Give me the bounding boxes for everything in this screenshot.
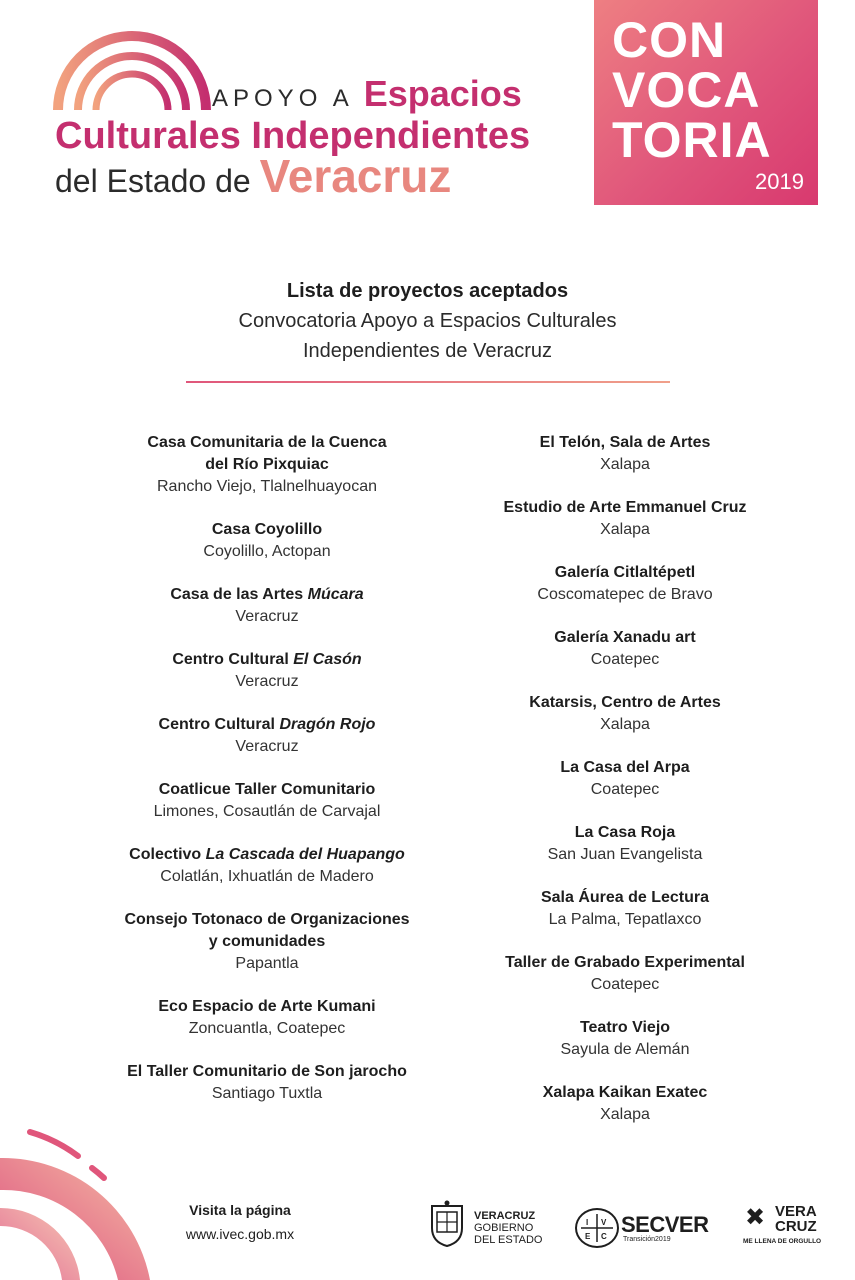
project-place: Santiago Tuxtla — [211, 1085, 323, 1102]
secver-logo — [575, 1208, 715, 1248]
list-item — [92, 584, 442, 628]
project-name-italic: Dragón Rojo — [279, 716, 376, 733]
list-item — [468, 822, 782, 866]
list-item — [468, 497, 782, 541]
project-name: Teatro Viejo — [579, 1019, 671, 1036]
project-name: Galería Xanadu art — [554, 629, 696, 646]
project-name — [92, 584, 442, 606]
project-place: Coatepec — [590, 651, 660, 668]
project-name: Casa Coyolillo — [211, 521, 323, 538]
project-name-plain: Centro Cultural — [172, 651, 294, 668]
project-name: Sala Áurea de Lectura — [540, 889, 710, 906]
project-name — [92, 844, 442, 866]
list-item — [468, 1017, 782, 1061]
list-item — [468, 952, 782, 996]
project-name-plain: Centro Cultural — [158, 716, 280, 733]
list-title: Lista de proyectos aceptados — [286, 280, 569, 302]
secver-wordmark: SECVER — [621, 1212, 709, 1237]
header-espacios: Espacios — [363, 73, 522, 114]
list-item — [92, 714, 442, 758]
gobierno-text — [474, 1210, 542, 1246]
project-place: Coatepec — [590, 976, 660, 993]
project-name — [92, 714, 442, 736]
project-name: Eco Espacio de Arte Kumani — [158, 998, 376, 1015]
project-name-plain: Casa de las Artes — [170, 586, 308, 603]
project-place: San Juan Evangelista — [547, 846, 703, 863]
conv-word-2: VOCA — [612, 62, 761, 118]
projects-left-column — [92, 432, 442, 1126]
project-place: Xalapa — [600, 521, 650, 538]
project-name: El Telón, Sala de Artes — [539, 434, 711, 451]
header-line-1 — [212, 74, 522, 119]
header-veracruz: Veracruz — [259, 150, 452, 202]
projects-right-column — [468, 432, 782, 1147]
visit-label: Visita la página — [189, 1202, 291, 1218]
project-name — [92, 649, 442, 671]
project-name: Taller de Grabado Experimental — [505, 954, 745, 971]
vc-word-1: VERA — [775, 1203, 817, 1220]
conv-word-1: CON — [612, 12, 727, 68]
project-place: Veracruz — [235, 738, 299, 755]
project-name: Katarsis, Centro de Artes — [529, 694, 721, 711]
project-place: Papantla — [235, 955, 299, 972]
list-subtitle-2: Independientes de Veracruz — [302, 340, 553, 362]
state-shield-icon — [428, 1200, 466, 1248]
conv-year: 2019 — [755, 169, 804, 194]
list-item — [92, 779, 442, 823]
project-name-cont: del Río Pixquiac — [205, 456, 329, 473]
title-divider — [186, 381, 670, 383]
svg-text:V: V — [601, 1218, 607, 1227]
decorative-swoosh-icon — [0, 1120, 200, 1280]
project-name-italic: La Cascada del Huapango — [205, 846, 405, 863]
project-name: Xalapa Kaikan Exatec — [542, 1084, 708, 1101]
gov-line-2: GOBIERNO — [474, 1222, 534, 1234]
gov-line-3: DEL ESTADO — [474, 1234, 543, 1246]
project-name-cont: y comunidades — [208, 933, 326, 950]
svg-text:E: E — [585, 1232, 591, 1241]
list-item — [468, 757, 782, 801]
project-name: Estudio de Arte Emmanuel Cruz — [503, 499, 747, 516]
arch-logo-icon — [52, 22, 212, 114]
gov-line-1: VERACRUZ — [474, 1210, 536, 1222]
list-item — [468, 627, 782, 671]
veracruz-orgullo-logo — [743, 1204, 823, 1248]
project-place: Coatepec — [590, 781, 660, 798]
list-item — [92, 519, 442, 563]
project-place: Sayula de Alemán — [560, 1041, 690, 1058]
project-place: Limones, Cosautlán de Carvajal — [153, 803, 381, 820]
convocatoria-badge — [594, 0, 818, 205]
project-place: Colatlán, Ixhuatlán de Madero — [160, 868, 374, 885]
project-name: Coatlicue Taller Comunitario — [158, 781, 376, 798]
project-name-italic: Múcara — [307, 586, 364, 603]
conv-word-3: TORIA — [612, 112, 772, 168]
list-item — [92, 432, 442, 498]
project-place: Rancho Viejo, Tlalnelhuayocan — [156, 478, 377, 495]
project-place: Coyolillo, Actopan — [203, 543, 331, 560]
list-item — [468, 887, 782, 931]
project-place: Xalapa — [600, 1106, 650, 1123]
project-place: Zoncuantla, Coatepec — [188, 1020, 346, 1037]
list-item — [92, 649, 442, 693]
list-item — [468, 692, 782, 736]
ivec-emblem-icon — [575, 1208, 619, 1248]
ivec-grid-icon — [577, 1210, 617, 1246]
list-item — [92, 996, 442, 1040]
header-line3-prefix: del Estado de — [55, 163, 251, 199]
project-place: Coscomatepec de Bravo — [537, 586, 713, 603]
header-line-2: Culturales Independientes — [55, 115, 531, 157]
header-apoyo: APOYO A — [212, 85, 354, 112]
project-name-italic: El Casón — [293, 651, 362, 668]
project-place: Veracruz — [235, 608, 299, 625]
cross-pattern-icon: ✖ — [745, 1204, 766, 1231]
list-item — [468, 1082, 782, 1126]
project-name-plain: Colectivo — [129, 846, 206, 863]
svg-text:C: C — [601, 1232, 607, 1241]
project-name: El Taller Comunitario de Son jarocho — [127, 1063, 407, 1080]
svg-text:I: I — [586, 1218, 589, 1227]
project-place: Xalapa — [600, 456, 650, 473]
gobierno-veracruz-logo — [428, 1200, 548, 1248]
project-name: Casa Comunitaria de la Cuenca — [147, 434, 387, 451]
project-name: La Casa del Arpa — [560, 759, 690, 776]
header-line-3 — [55, 150, 452, 202]
veracruz-tagline: ME LLENA DE ORGULLO — [743, 1238, 822, 1245]
project-name: Galería Citlaltépetl — [554, 564, 696, 581]
veracruz-wordmark — [775, 1204, 817, 1234]
project-name: La Casa Roja — [574, 824, 676, 841]
secver-subtitle: Transición2019 — [623, 1236, 671, 1243]
list-item — [92, 844, 442, 888]
project-place: La Palma, Tepatlaxco — [548, 911, 702, 928]
project-place: Veracruz — [235, 673, 299, 690]
vc-word-2: CRUZ — [775, 1218, 817, 1235]
list-subtitle-1: Convocatoria Apoyo a Espacios Culturales — [238, 310, 617, 332]
list-item — [92, 1061, 442, 1105]
project-place: Xalapa — [600, 716, 650, 733]
project-name: Consejo Totonaco de Organizaciones — [124, 911, 410, 928]
website-link[interactable]: www.ivec.gob.mx — [185, 1226, 295, 1242]
list-item — [468, 432, 782, 476]
list-item — [92, 909, 442, 975]
list-item — [468, 562, 782, 606]
